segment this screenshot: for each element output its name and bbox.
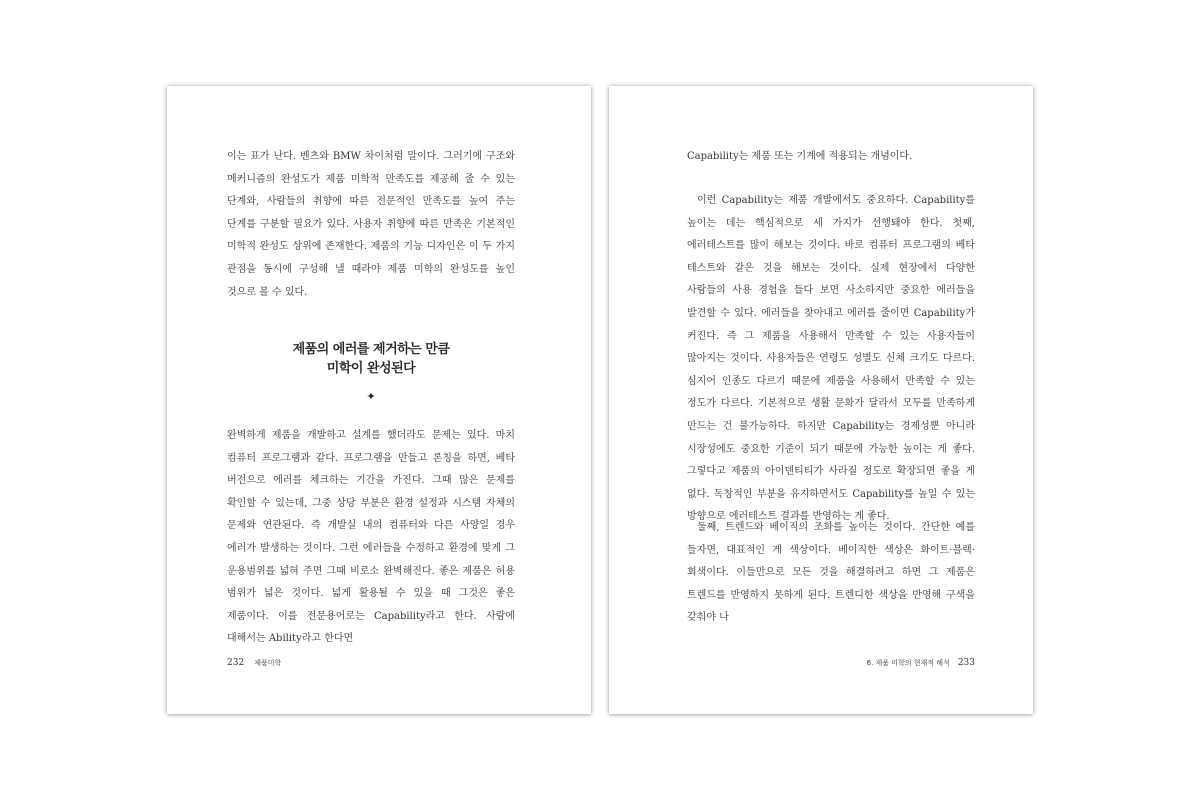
page-number: 233 — [957, 658, 975, 668]
right-paragraph-2: 이런 Capability는 제품 개발에서도 중요하다. Capability를 높이는 데는 핵심적으로 세 가지가 선행돼야 한다. 첫째, 에러테스트를 많이 해보는 것이다. 바로 컴퓨터 프로그램의 베타 테스트와 같은 것을 해보는 것이다. 실제 현장에서 다양한 사람들의 사용 경험을 들다 보면 사소하지만 중요한 에러들을 발견할 수 있다. 에러들을 찾아내고 에러를 줄이면 Capability가 커진다. 즉 그 제품을 사용해서 만족할 수 있는 사용자들이 많아지는 것이다. 사용자들은 연령도 성별도 신체 크기도 다르다. 심지어 인종도 다르기 때문에 제품을 사용해서 만족할 수 있는 정도가 다르다. 기본적으로 생활 문화가 달라서 모두를 만족하게 만드는 건 불가능하다. 하지만 Capability는 경제성뿐 아니라 시장성에도 중요한 기준이 되기 때문에 가능한 높이는 게 좋다. 그렇다고 제품의 아이덴티티가 사라질 정도로 확장되면 좋을 게 없다. 독창적인 부분을 유지하면서도 Capability를 높일 수 있는 방향으로 에러테스트 결과를 반영하는 게 좋다. — [687, 195, 975, 523]
left-paragraph-1: 이는 표가 난다. 벤츠와 BMW 차이처럼 말이다. 그러기에 구조와 메커니즘의 완성도가 제품 미학적 만족도를 제공해 줄 수 있는 단계와, 사람들의 취향에 따른 전문적인 만족도를 높여 주는 단계를 구분할 필요가 있다. 사용자 취향에 따른 만족은 기본적인 미학적 완성도 상위에 존재한다. 제품의 기능 디자인은 이 두 가지 관점을 동시에 구성해 낼 때라야 제품 미학의 완성도를 높인 것으로 볼 수 있다. — [227, 151, 515, 298]
section-heading-line-1: 제품의 에러를 제거하는 만큼 — [292, 342, 450, 357]
right-paragraph-3: 둘째, 트렌드와 베이직의 조화를 높이는 것이다. 간단한 예를 들자면, 대표적인 게 색상이다. 베이직한 색상은 화이트·블랙·회색이다. 이들만으로 모든 것을 해결하려고 하면 그 제품은 트렌드를 반영하지 못하게 된다. 트렌디한 색상을 반영해 구색을 갖춰야 나 — [687, 522, 975, 624]
right-page — [609, 86, 1033, 714]
page-number: 232 — [227, 658, 245, 668]
left-folio — [227, 656, 281, 669]
running-title: 6. 제품 미학의 현재적 해석 — [866, 659, 950, 667]
left-paragraph-2: 완벽하게 제품을 개발하고 설계를 했더라도 문제는 있다. 마치 컴퓨터 프로그램과 같다. 프로그램을 만들고 론칭을 하면, 베타 버전으로 에러를 체크하는 기간을 가진다. 그때 많은 문제를 확인할 수 있는데, 그중 상당 부분은 환경 설정과 시스템 자체의 문제와 연관된다. 즉 개발실 내의 컴퓨터와 다른 사양일 경우 에러가 발생하는 것이다. 그런 에러들을 수정하고 환경에 맞게 그 운용범위를 넓혀 주면 그때 비로소 완벽해진다. 좋은 제품은 허용 범위가 넓은 것이다. 넓게 활용될 수 있을 때 그것은 좋은 제품이다. 이를 전문용어로는 Capability라고 한다. 사람에 대해서는 Ability라고 한다면 — [227, 430, 515, 645]
left-page — [167, 86, 591, 714]
right-paragraph-1: Capability는 제품 또는 기계에 적용되는 개념이다. — [687, 151, 913, 162]
section-heading-line-2: 미학이 완성된다 — [326, 361, 416, 376]
section-heading — [227, 340, 515, 378]
running-title: 제품미학 — [254, 659, 282, 667]
ornament-star-icon: ✦ — [366, 390, 376, 403]
right-folio — [867, 656, 975, 669]
